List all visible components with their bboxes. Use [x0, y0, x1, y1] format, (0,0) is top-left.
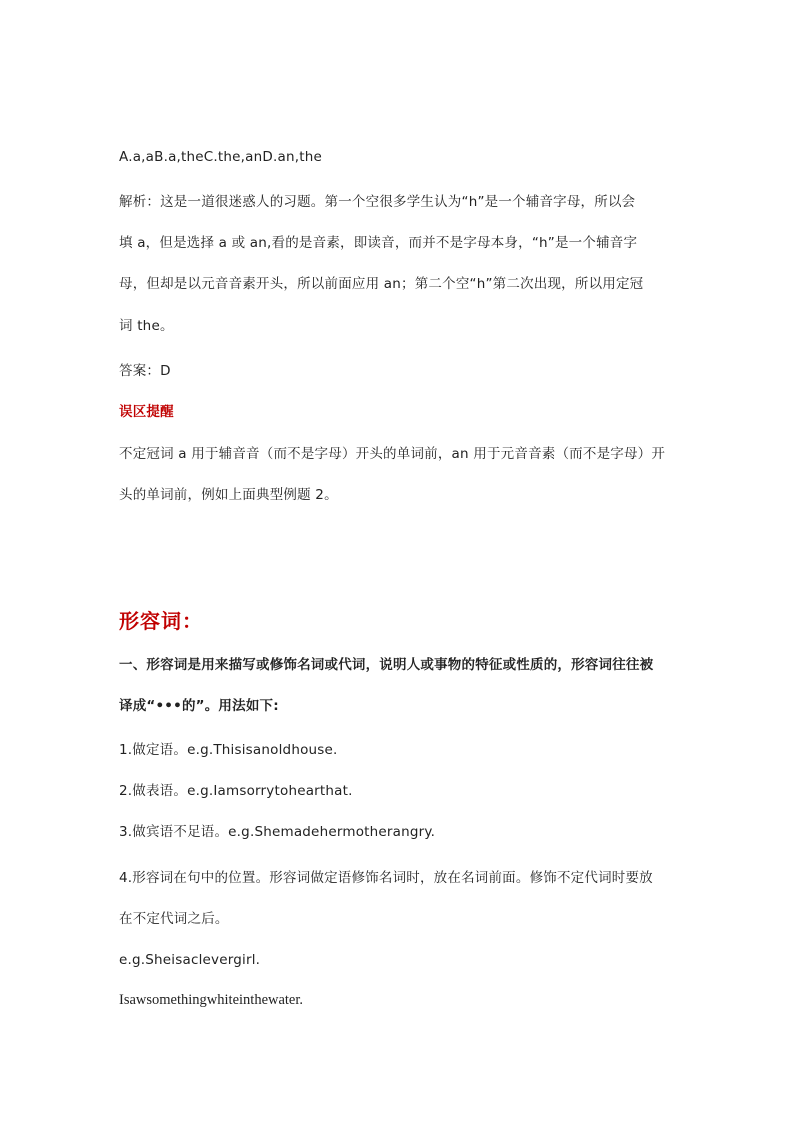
analysis-line: 填 a，但是选择 a 或 an,看的是音素，即读音，而并不是字母本身，“h”是一个辅音字: [119, 235, 638, 251]
example-line: e.g.Sheisaclevergirl.: [119, 952, 261, 968]
usage-item: 2.做表语。e.g.Iamsorrytohearthat.: [119, 783, 353, 799]
section-heading: 形容词：: [119, 609, 203, 633]
intro-line: 一、形容词是用来描写或修饰名词或代词，说明人或事物的特征或性质的，形容词往往被: [119, 657, 654, 673]
analysis-line: 词 the。: [119, 318, 174, 334]
usage-item: 在不定代词之后。: [119, 911, 229, 927]
usage-item: 4.形容词在句中的位置。形容词做定语修饰名词时，放在名词前面。修饰不定代词时要放: [119, 870, 653, 886]
usage-item: 3.做宾语不足语。e.g.Shemadehermotherangry.: [119, 824, 436, 840]
example-line: Isawsomethingwhiteinthewater.: [119, 992, 304, 1008]
analysis-line: 解析：这是一道很迷惑人的习题。第一个空很多学生认为“h”是一个辅音字母，所以会: [119, 194, 636, 210]
question-options: A.a,aB.a,theC.the,anD.an,the: [119, 149, 322, 165]
usage-item: 1.做定语。e.g.Thisisanoldhouse.: [119, 742, 338, 758]
analysis-line: 母，但却是以元音音素开头，所以前面应用 an；第二个空“h”第二次出现，所以用定冠: [119, 276, 644, 292]
tip-heading: 误区提醒: [119, 404, 174, 420]
tip-line: 头的单词前，例如上面典型例题 2。: [119, 487, 338, 503]
answer-text: 答案：D: [119, 363, 171, 379]
intro-line: 译成“•••的”。用法如下:: [119, 698, 279, 714]
tip-line: 不定冠词 a 用于辅音音（而不是字母）开头的单词前，an 用于元音音素（而不是字母）开: [119, 446, 666, 462]
